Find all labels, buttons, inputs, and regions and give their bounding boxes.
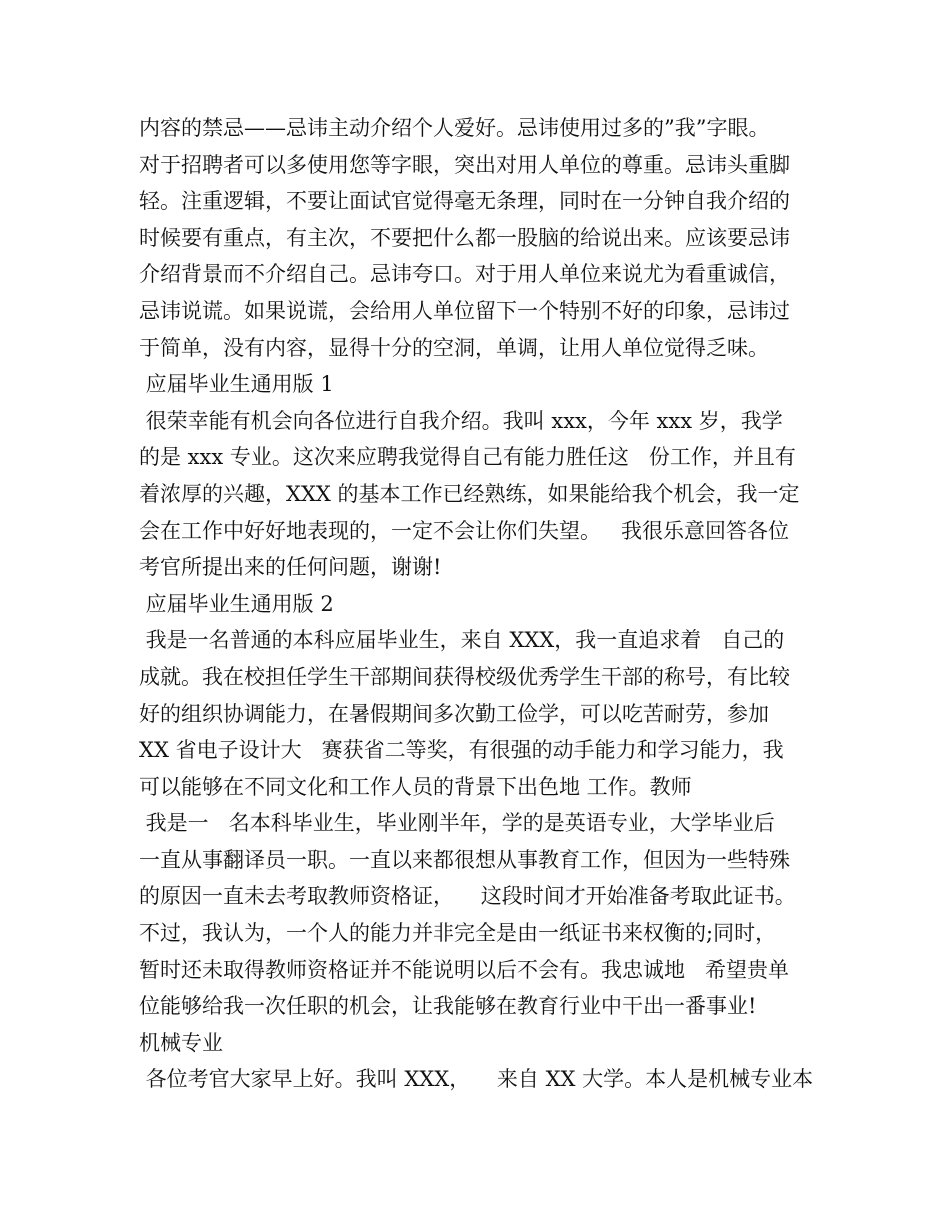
- section-heading: 应届毕业生通用版 1: [139, 372, 334, 397]
- text-line: 考官所提出来的任何问题，谢谢!: [139, 555, 442, 580]
- section-heading: 应届毕业生通用版 2: [139, 591, 334, 616]
- text-line: 对于招聘者可以多使用您等字眼，突出对用人单位的尊重。忌讳头重脚: [139, 152, 790, 177]
- text-line: 会在工作中好好地表现的，一定不会让你们失望。 我很乐意回答各位: [139, 518, 790, 543]
- text-line: 可以能够在不同文化和工作人员的背景下出色地 工作。教师: [139, 774, 692, 799]
- text-line: 于简单，没有内容，显得十分的空洞，单调，让用人单位觉得乏味。: [139, 335, 769, 360]
- text-line: 位能够给我一次任职的机会，让我能够在教育行业中干出一番事业!: [139, 994, 757, 1019]
- text-line: 的原因一直未去考取教师资格证， 这段时间才开始准备考取此证书。: [139, 884, 796, 909]
- text-line: 时候要有重点，有主次，不要把什么都一股脑的给说出来。应该要忌讳: [139, 225, 790, 250]
- section-heading: 机械专业: [139, 1030, 223, 1055]
- text-line: 着浓厚的兴趣，XXX 的基本工作已经熟练，如果能给我个机会，我一定: [139, 481, 800, 506]
- text-line: 轻。注重逻辑，不要让面试官觉得毫无条理，同时在一分钟自我介绍的: [139, 189, 790, 214]
- document-body: [139, 110, 829, 1098]
- text-line: 介绍背景而不介绍自己。忌讳夸口。对于用人单位来说尤为看重诚信，: [139, 262, 790, 287]
- text-line: 好的组织协调能力，在暑假期间多次勤工俭学，可以吃苦耐劳，参加: [139, 701, 769, 726]
- text-line: 不过，我认为，一个人的能力并非完全是由一纸证书来权衡的;同时，: [139, 921, 777, 946]
- text-line: 我是一名普通的本科应届毕业生，来自 XXX，我一直追求着 自己的: [139, 628, 785, 653]
- text-line: 内容的禁忌——忌讳主动介绍个人爱好。忌讳使用过多的”我”字眼。: [139, 116, 770, 140]
- text-line: 的是 xxx 专业。这次来应聘我觉得自己有能力胜任这 份工作，并且有: [139, 445, 796, 470]
- text-line: 暂时还未取得教师资格证并不能说明以后不会有。我忠诚地 希望贵单: [139, 957, 790, 982]
- text-line: 忌讳说谎。如果说谎，会给用人单位留下一个特别不好的印象，忌讳过: [139, 298, 790, 323]
- text-line: 很荣幸能有机会向各位进行自我介绍。我叫 xxx，今年 xxx 岁，我学: [139, 408, 783, 433]
- text-line: 我是一 名本科毕业生，毕业刚半年，学的是英语专业，大学毕业后: [139, 811, 775, 836]
- text-line: 各位考官大家早上好。我叫 XXX， 来自 XX 大学。本人是机械专业本: [139, 1067, 814, 1092]
- text-line: 一直从事翻译员一职。一直以来都很想从事教育工作，但因为一些特殊: [139, 847, 790, 872]
- text-line: XX 省电子设计大 赛获省二等奖，有很强的动手能力和学习能力，我: [139, 738, 784, 763]
- text-line: 成就。我在校担任学生干部期间获得校级优秀学生干部的称号，有比较: [139, 664, 790, 689]
